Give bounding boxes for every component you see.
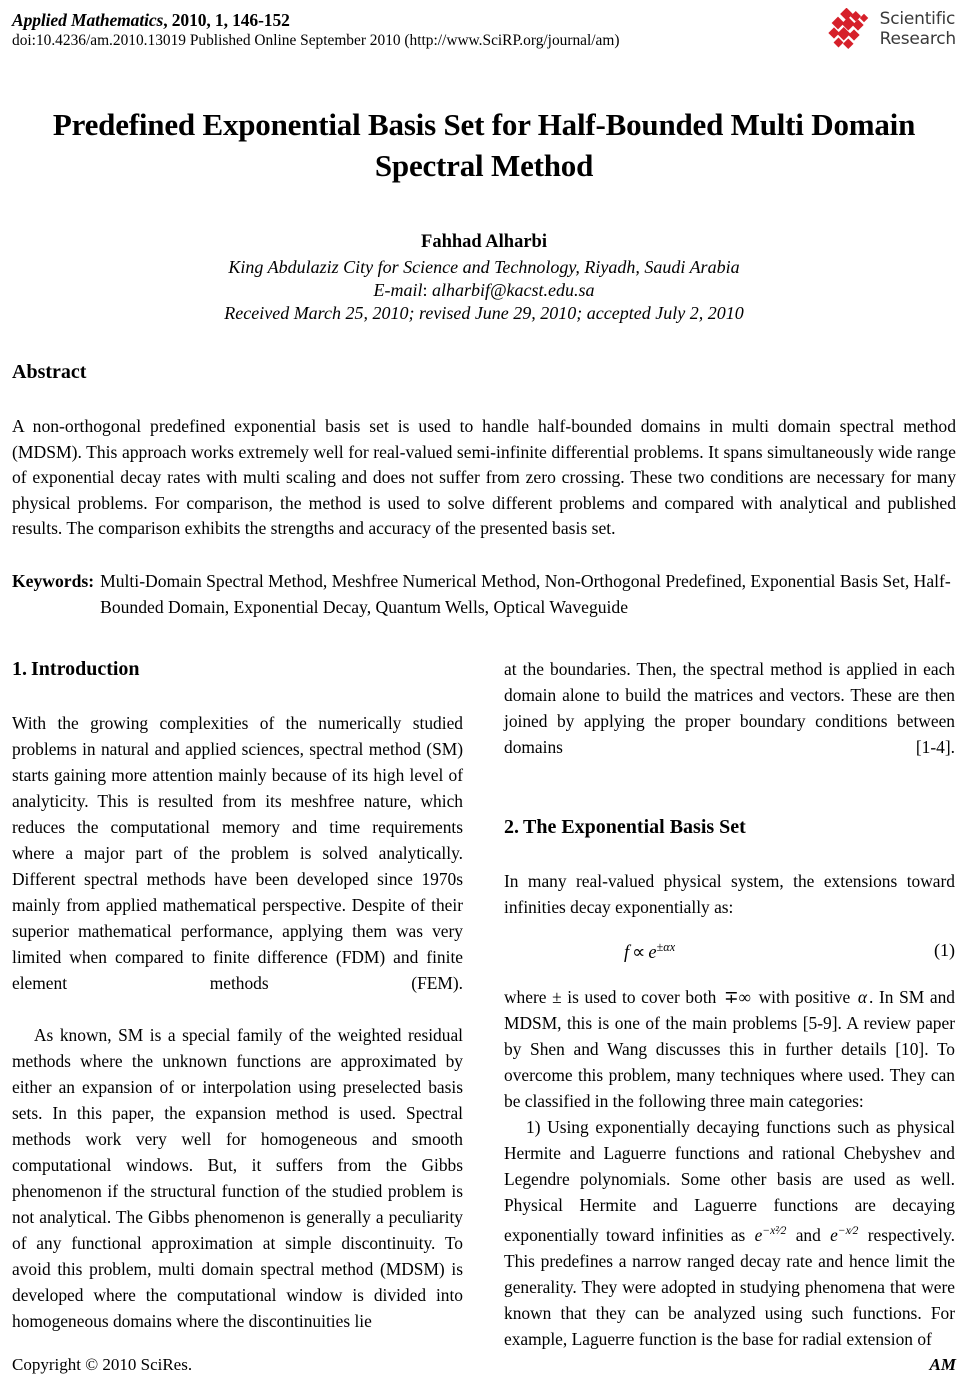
paragraph xyxy=(504,1114,955,1352)
doi-line: doi:10.4236/am.2010.13019 Published Online September 2010 (http://www.SciRP.org/journal/am) xyxy=(12,32,620,49)
inline-math-mp-infinity: ∓∞ xyxy=(724,987,751,1008)
right-column xyxy=(504,656,955,1352)
page-footer xyxy=(12,1355,956,1375)
keywords-label: Keywords: xyxy=(12,570,95,591)
math-exponent: −x⁄2 xyxy=(837,1225,859,1238)
paragraph: at the boundaries. Then, the spectral method is applied in each domain alone to build the matrices and vectors. These are then joined by applying the proper boundary conditions between domains [1-4]. xyxy=(504,659,955,758)
publisher-name-line1: Scientific xyxy=(879,9,956,29)
inline-math-alpha: α xyxy=(857,987,868,1008)
journal-citation-line xyxy=(12,10,956,30)
paragraph: As known, SM is a special family of the weighted residual methods where the unknown functions are approximated by either an expansion of or interpolation using preselected basis sets. In this paper, the expansion method is used. Spectral methods work very well for homogeneous and smooth computational windows. But, it suffers from the Gibbs phenomenon if the structural function of the studied problem is not analytical. The Gibbs phenomenon is generally a peculiarity of any functional approximation at simple discontinuity. To avoid this problem, multi domain spectral method (MDSM) is developed where the computational window is divided into homogeneous domains where the discontinuities lie xyxy=(12,1025,463,1332)
inline-math-laguerre-decay xyxy=(828,1225,860,1245)
equation-lhs: f xyxy=(624,943,630,964)
scientific-research-diamond-logo-icon xyxy=(828,8,874,50)
text-run: and xyxy=(795,1225,821,1246)
email-separator: : xyxy=(422,280,432,300)
paragraph: In many real-valued physical system, the extensions toward infinities decay exponentially as: xyxy=(504,871,955,918)
text-run: 1) Using exponentially decaying functions such as physical Hermite and Laguerre functions and rational Chebyshev and Legendre polynomials. Some other basis are used as well. Physical Hermite and Laguerre functions are decaying exponentially toward infinities as xyxy=(504,1117,955,1246)
section-title: Introduction xyxy=(31,658,140,681)
paragraph xyxy=(504,984,955,1114)
email-label: E-mail xyxy=(373,280,423,300)
publisher-name xyxy=(880,9,956,49)
section-heading-exponential-basis-set xyxy=(504,814,955,840)
exponent-alpha: α xyxy=(663,940,670,955)
equation-base: e xyxy=(648,943,657,964)
author-name: Fahhad Alharbi xyxy=(421,232,547,252)
section-heading-introduction xyxy=(12,656,463,682)
abstract-body: A non-orthogonal predefined exponential basis set is used to handle half-bounded domains in multi domain spectral method (MDSM). This approach works extremely well for real-valued semi-infinite differential problems. It spans simultaneously wide range of exponential decay rates with multi scaling and does not suffer from zero crossing. These two conditions are necessary for many physical problems. For comparison, the method is used to solve different problems and compared with analytical and published results. The comparison exhibits the strengths and accuracy of the presented basis set. xyxy=(12,416,956,539)
keywords-list: Multi-Domain Spectral Method, Meshfree Numerical Method, Non-Orthogonal Predefined, Exponential Basis Set, Half-Bounded Domain, Exponential Decay, Quantum Wells, Optical Waveguide xyxy=(100,570,951,617)
math-base: e xyxy=(830,1225,838,1246)
keywords-block xyxy=(12,569,956,620)
equation-1-expression xyxy=(624,934,909,966)
exponent-sign: ± xyxy=(656,940,664,955)
journal-abbreviation: AM xyxy=(929,1355,956,1374)
equation-1 xyxy=(504,934,955,966)
author-affiliation: King Abdulaziz City for Science and Technology, Riyadh, Saudi Arabia xyxy=(228,257,740,277)
text-run: with positive xyxy=(758,987,851,1008)
math-exponent: −x²⁄2 xyxy=(762,1225,787,1238)
author-email-line xyxy=(12,279,956,302)
text-run: respectively. This predefines a narrow ranged decay rate and hence limit the generality. They were adopted in studying phenomena that were known that they can be analyzed using such functions. For example, Laguerre function is the base for radial extension of xyxy=(504,1225,955,1350)
copyright-notice: Copyright © 2010 SciRes. xyxy=(12,1355,193,1374)
section-title: The Exponential Basis Set xyxy=(523,816,746,839)
journal-issue: , 2010, 1, 146-152 xyxy=(163,10,290,30)
equation-exponent xyxy=(657,940,676,954)
publisher-logo xyxy=(828,8,956,50)
section-number: 2. xyxy=(504,816,519,839)
title-block xyxy=(12,104,956,186)
publisher-name-line2: Research xyxy=(879,29,956,49)
author-block xyxy=(12,231,956,325)
exponent-variable: x xyxy=(669,940,676,955)
body-columns xyxy=(12,656,956,1352)
equation-number: (1) xyxy=(934,940,955,961)
page-title: Predefined Exponential Basis Set for Half-Bounded Multi Domain Spectral Method xyxy=(52,107,916,183)
author-email: alharbif@kacst.edu.sa xyxy=(431,280,595,300)
submission-history: Received March 25, 2010; revised June 29, 2010; accepted July 2, 2010 xyxy=(224,303,744,323)
masthead xyxy=(12,10,956,66)
section-number: 1. xyxy=(12,658,27,681)
inline-math-gaussian-decay xyxy=(753,1225,789,1245)
paragraph: With the growing complexities of the numerically studied problems in natural and applied sciences, spectral method (SM) starts gaining more attention mainly because of its high level of analyticity. This is resulted from its meshfree nature, which reduces the computational memory and time requirements where a major part of the problem is solved analytically. Different spectral methods have been developed since 1970s mainly from applied mathematical perspective. Despite of their superior mathematical performance, applying them was very limited when compared to finite difference (FDM) and finite element methods (FEM). xyxy=(12,713,463,994)
abstract-heading: Abstract xyxy=(12,361,87,383)
text-run: . In SM and MDSM, this is one of the main problems [5-9]. A review paper by Shen and Wang discusses this in further details [10]. To overcome this problem, many techniques where used. They can be classified in the following three main categories: xyxy=(504,987,956,1112)
math-base: e xyxy=(754,1225,763,1246)
equation-relation: ∝ xyxy=(632,943,646,964)
left-column xyxy=(12,656,463,1352)
journal-name: Applied Mathematics xyxy=(12,10,164,30)
text-run: where ± is used to cover both xyxy=(504,987,717,1008)
